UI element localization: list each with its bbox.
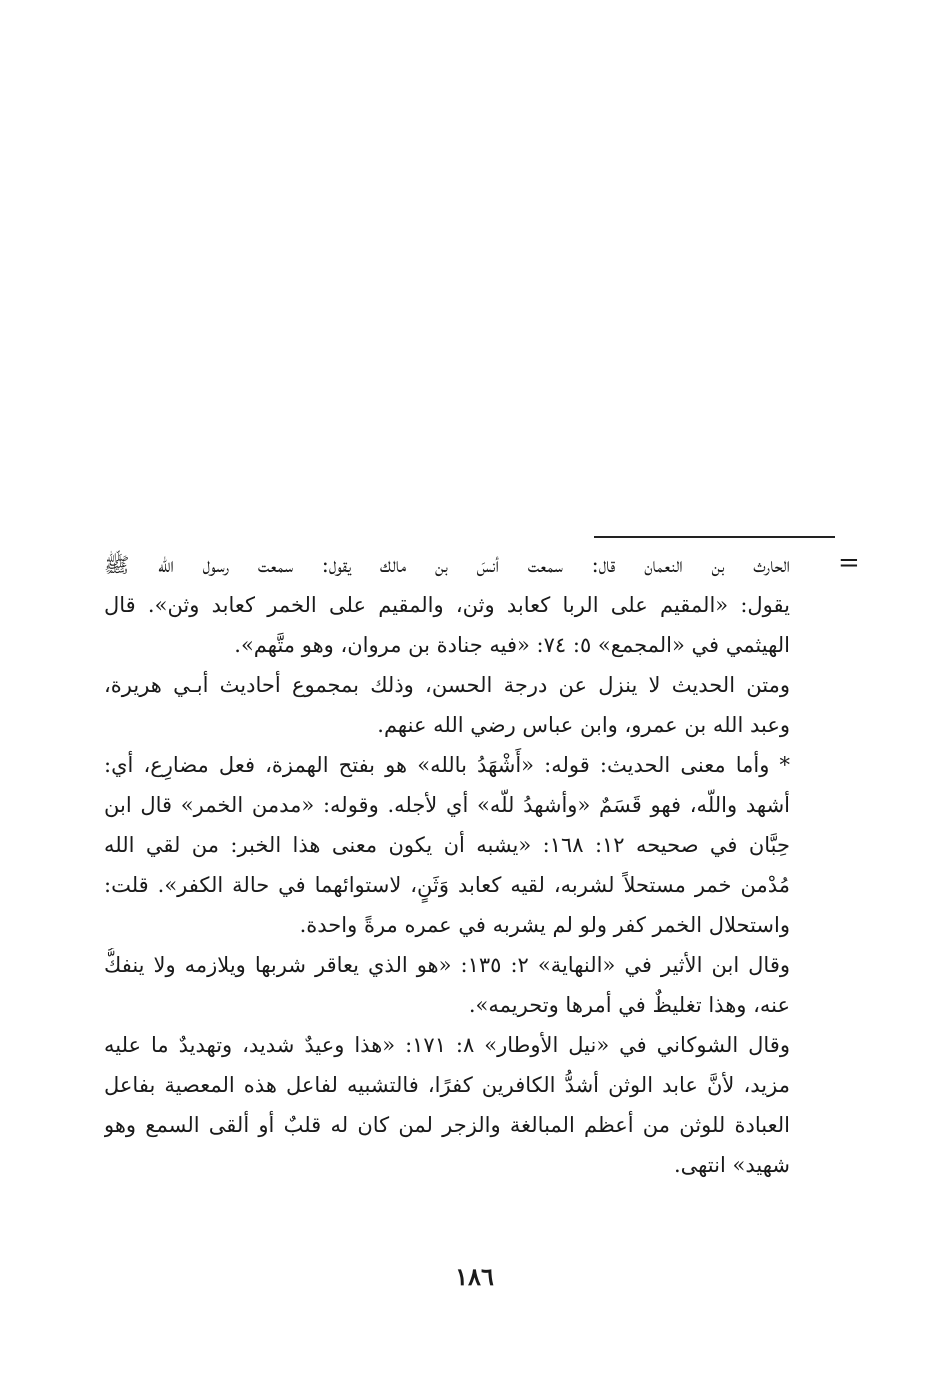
- footnote-line: أشهد واللّه، فهو قَسَمٌ «وأشهدُ للّه» أي لأجله. وقوله: «مدمن الخمر» قال ابن: [104, 793, 790, 817]
- footnote-line: ومتن الحديث لا ينزل عن درجة الحسن، وذلك بمجموع أحاديث أبـي هريرة،: [104, 673, 790, 697]
- footnote-line: العبادة للوثن من أعظم المبالغة والزجر لمن كان له قلبٌ أو ألقى السمع وهو: [104, 1113, 790, 1137]
- footnote-line: مُدْمن خمر مستحلاً لشربه، لقيه كعابد وَثَنٍ، لاستوائهما في حالة الكفر». قلت:: [104, 873, 790, 897]
- continuation-mark: =: [838, 548, 860, 578]
- footnote-line: وعبد الله بن عمرو، وابن عباس رضي الله عنهم.: [377, 713, 790, 737]
- footnote-line: واستحلال الخمر كفر ولو لم يشربه في عمره مرةً واحدة.: [299, 913, 790, 937]
- footnote-text-block: [104, 548, 790, 1188]
- footnote-line: الهيثمي في «المجمع» ٥: ٧٤: «فيه جنادة بن مروان، وهو متَّهم».: [234, 633, 790, 657]
- footnote-line: وقال ابن الأثير في «النهاية» ٢: ١٣٥: «هو الذي يعاقر شربها ويلازمه ولا ينفكُّ: [104, 953, 790, 977]
- page-number: ١٨٦: [455, 1262, 494, 1291]
- footnote-line: الحارث بن النعمان قال: سمعت أنسَ بن مالك يقول: سمعت رسول الله ﷺ: [104, 553, 790, 577]
- footnote-line: حِبَّان في صحيحه ١٢: ١٦٨: «يشبه أن يكون معنى هذا الخبر: من لقي الله: [104, 833, 790, 857]
- footnote-line: يقول: «المقيم على الربا كعابد وثن، والمقيم على الخمر كعابد وثن». قال: [104, 593, 790, 617]
- footnote-line: مزيد، لأنَّ عابد الوثن أشدُّ الكافرين كفرًا، فالتشبيه لفاعل هذه المعصية بفاعل: [104, 1073, 790, 1097]
- footnote-separator-rule: [594, 536, 835, 538]
- footnote-line: * وأما معنى الحديث: قوله: «أَشْهَدُ بالله» هو بفتح الهمزة، فعل مضارِع، أي:: [104, 753, 790, 777]
- footnote-line: وقال الشوكاني في «نيل الأوطار» ٨: ١٧١: «هذا وعيدٌ شديد، وتهديدٌ ما عليه: [104, 1033, 790, 1057]
- footnote-line: شهيد» انتهى.: [673, 1153, 790, 1177]
- footnote-line: عنه، وهذا تغليظٌ في أمرها وتحريمه».: [468, 993, 790, 1017]
